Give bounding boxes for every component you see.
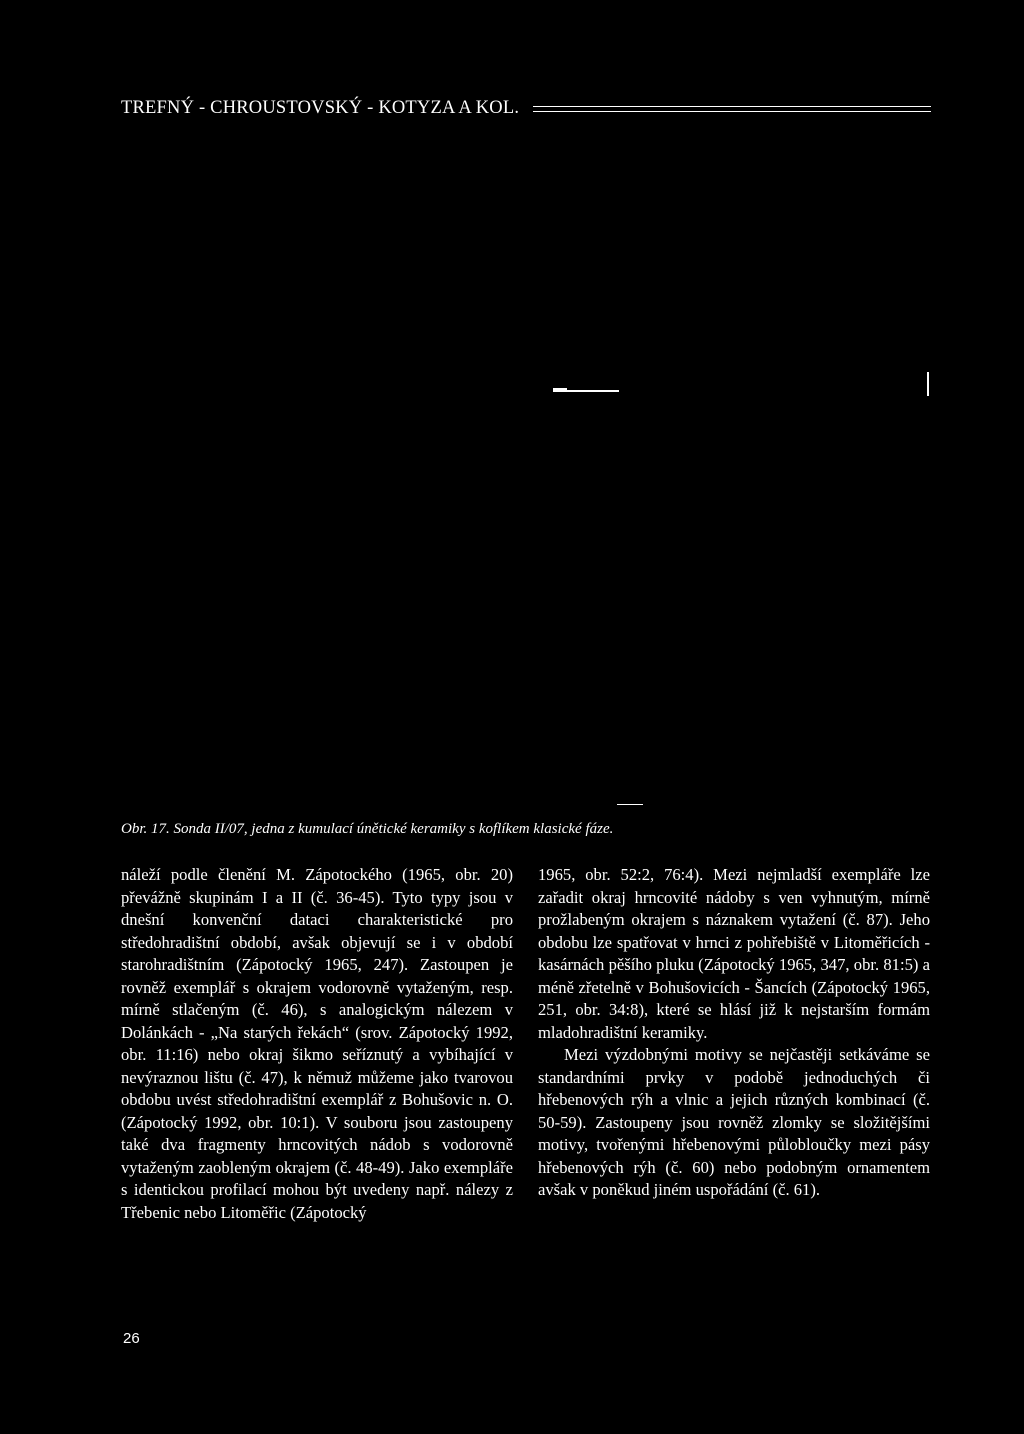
- paragraph: náleží podle členění M. Zápotockého (1965, obr. 20) převážně skupinám I a II (č. 36-45). Tyto typy jsou v dnešní konvenční dataci charakteristické pro středohradištní období, avšak objevují se i v období starohradištním (Zápotocký 1965, 247). Zastoupen je rovněž exemplář s okrajem vodorovně vytaženým, resp. mírně stlačeným (č. 46), s analogickým nálezem v Dolánkách - „Na starých řekách“ (srov. Zápotocký 1992, obr. 11:16) nebo okraj šikmo seříznutý a vybíhající v nevýraznou lištu (č. 47), k němuž můžeme jako tvarovou obdobu uvést středohradištní exemplář z Bohušovic n. O. (Zápotocký 1992, obr. 10:1). V souboru jsou zastoupeny také dva fragmenty hrncovitých nádob s vodorovně vytaženým zaobleným okrajem (č. 48-49). Jako exempláře s identickou profilací mohou být uvedeny např. nálezy z Třebenic nebo Litoměřic (Zápotocký: [121, 865, 513, 1222]
- figure-caption: Obr. 17. Sonda II/07, jedna z kumulací únětické keramiky s koflíkem klasické fáze.: [121, 821, 614, 837]
- running-header: [121, 96, 931, 120]
- header-rule: [533, 106, 931, 112]
- figure-artifact-tick: [927, 372, 929, 396]
- figure-artifact-line: [553, 388, 567, 391]
- figure-artifact-line: [617, 804, 643, 805]
- paragraph: Mezi výzdobnými motivy se nejčastěji setkáváme se standardními prvky v podobě jednoduchých či hřebenových rýh a vlnic a jejich různých kombinací (č. 50-59). Zastoupeny jsou rovněž zlomky se složitějšími motivy, tvořenými hřebenovými půlobloučky mezi pásy hřebenových rýh (č. 60) nebo podobným ornamentem avšak v poněkud jiném uspořádání (č. 61).: [538, 1045, 930, 1199]
- left-column: [121, 864, 513, 1224]
- right-column: [538, 864, 930, 1202]
- figure-photo: [121, 140, 931, 810]
- page-number: 26: [123, 1330, 140, 1347]
- header-title: TREFNÝ - CHROUSTOVSKÝ - KOTYZA A KOL.: [121, 97, 520, 118]
- paragraph: 1965, obr. 52:2, 76:4). Mezi nejmladší exempláře lze zařadit okraj hrncovité nádoby s ven vyhnutým, mírně prožlabeným okrajem s náznakem vytažení (č. 87). Jeho obdobu lze spatřovat v hrnci z pohřebiště v Litoměřicích - kasárnách pěšího pluku (Zápotocký 1965, 347, obr. 81:5) a méně zřetelně v Bohušovicích - Šancích (Zápotocký 1965, 251, obr. 34:8), které se hlásí již k nejstarším formám mladohradištní keramiky.: [538, 865, 930, 1042]
